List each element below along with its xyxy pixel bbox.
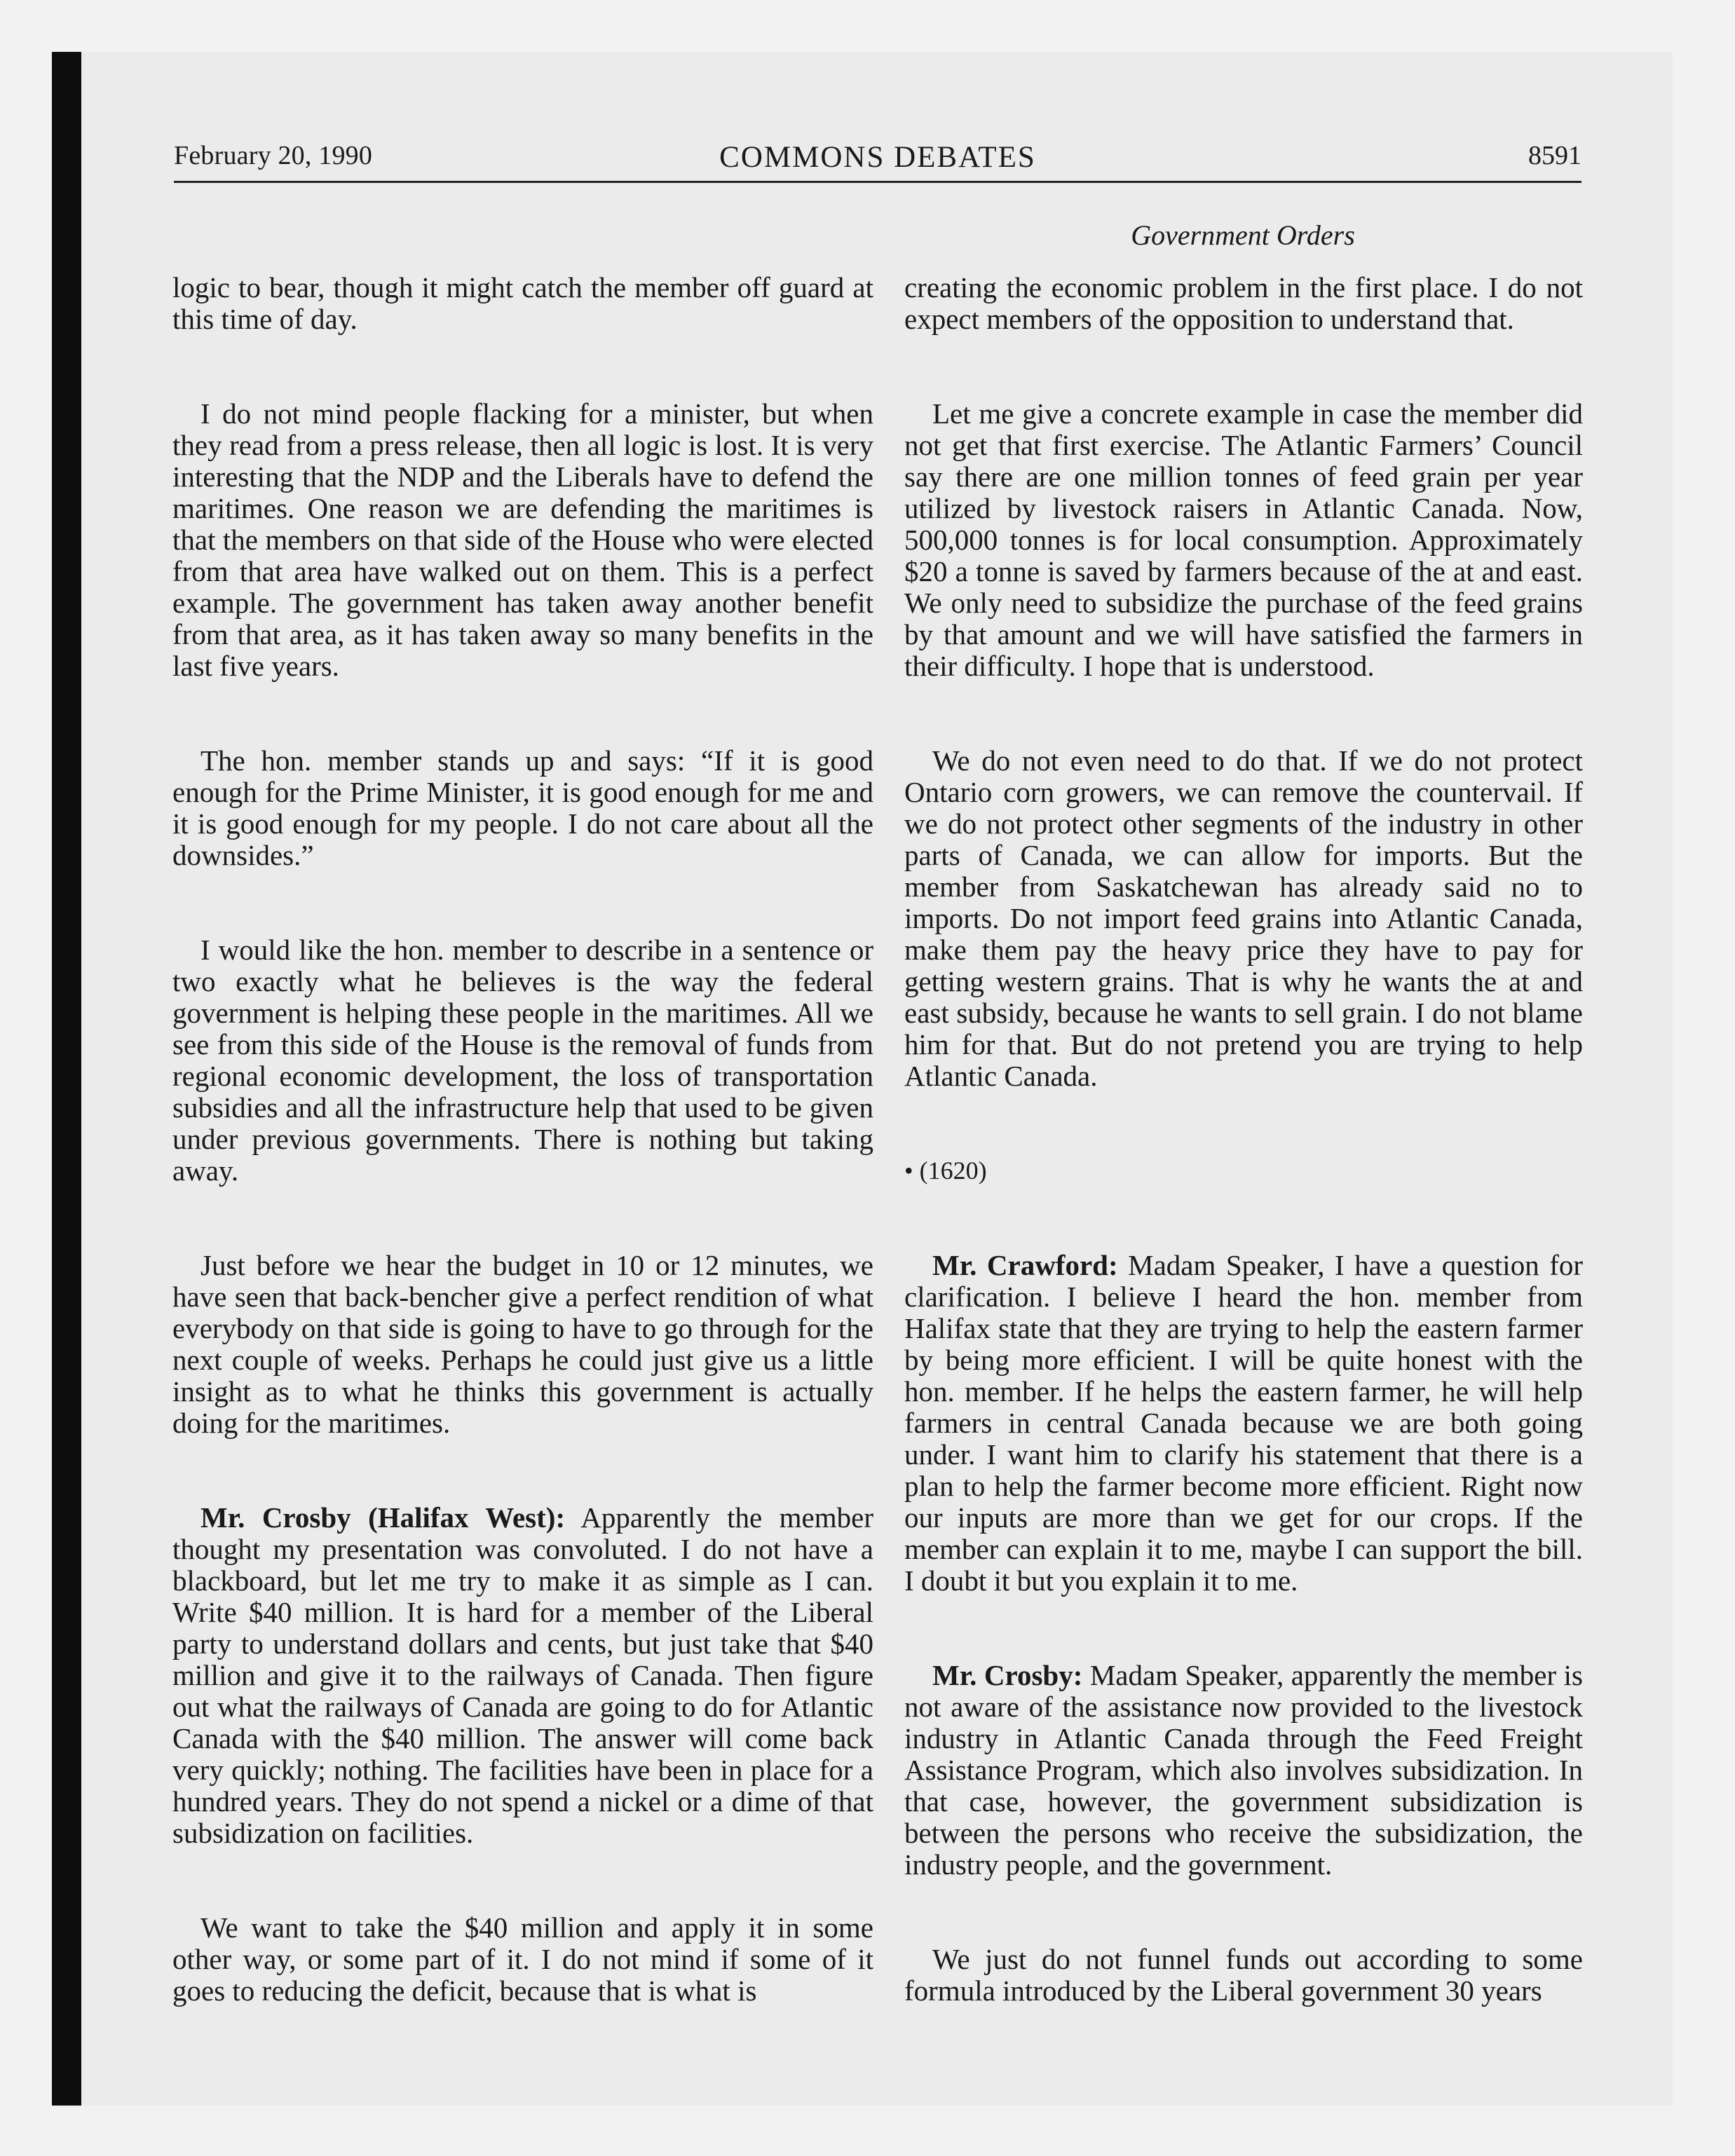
paragraph — [172, 934, 873, 1187]
paragraph — [904, 1944, 1583, 2007]
paragraph-text: Just before we hear the budget in 10 or 12 minutes, we have seen that back-bencher give a perfect rendition of what everybody on that side is going to have to go through for the next couple of weeks. Perhaps he could just give us a little insight as to what he thinks this government is actually doing for the maritimes. — [172, 1249, 873, 1439]
speech-paragraph — [904, 1250, 1583, 1597]
paragraph-text: Madam Speaker, I have a question for clarification. I believe I heard the hon. member from Halifax state that they are trying to help the eastern farmer by being more efficient. I will be quite honest with the hon. member. If he helps the eastern farmer, he will help farmers in central Canada because we are both going under. I want him to clarify his statement that there is a plan to help the farmer become more efficient. Right now our inputs are more than we get for our crops. If the member can explain it to me, maybe I can support the bill. I doubt it but you explain it to me. — [904, 1249, 1583, 1597]
paragraph-text: We want to take the $40 million and apply it in some other way, or some part of it. I do not mind if some of it goes to reducing the deficit, because that is what is — [172, 1911, 873, 2007]
paragraph-text: I would like the hon. member to describe in a sentence or two exactly what he believes is the way the federal government is helping these people in the maritimes. All we see from this side of the House is the removal of funds from regional economic development, the loss of transportation subsidies and all the infrastructure help that used to be given under previous governments. There is nothing but taking away. — [172, 934, 873, 1187]
paragraph-text: We do not even need to do that. If we do not protect Ontario corn growers, we can remove the countervail. If we do not protect other segments of the industry in other parts of Canada, we can allow for imports. But the member from Saskatchewan has already said no to imports. Do not import feed grains into Atlantic Canada, make them pay the heavy price they have to pay for getting western grains. That is why he wants the at and east subsidy, because he wants to sell grain. I do not blame him for that. But do not pretend you are trying to help Atlantic Canada. — [904, 744, 1583, 1092]
paragraph-text: I do not mind people flacking for a minister, but when they read from a press release, then all logic is lost. It is very interesting that the NDP and the Liberals have to defend the maritimes. One reason we are defending the maritimes is that the members on that side of the House who were elected from that area have walked out on them. This is a perfect example. The government has taken away another benefit from that area, as it has taken away so many benefits in the last five years. — [172, 397, 873, 682]
time-marker-text: • (1620) — [904, 1157, 987, 1185]
paragraph — [172, 398, 873, 682]
paragraph — [172, 272, 873, 335]
paragraph-text: logic to bear, though it might catch the member off guard at this time of day. — [172, 271, 873, 335]
paragraph-text: Let me give a concrete example in case the member did not get that first exercise. The Atlantic Farmers’ Council say there are one million tonnes of feed grain per year utilized by livestock raisers in Atlantic Canada. Now, 500,000 tonnes is for local consumption. Approximately $20 a tonne is saved by farmers because of the at and east. We only need to subsidize the purchase of the feed grains by that amount and we will have satisfied the farmers in their difficulty. I hope that is understood. — [904, 397, 1583, 682]
right-column — [904, 272, 1583, 2007]
left-column — [172, 272, 873, 2007]
speaker-name: Mr. Crosby: — [932, 1659, 1083, 1691]
speech-paragraph — [904, 1660, 1583, 1881]
paragraph — [172, 1250, 873, 1439]
paragraph — [904, 398, 1583, 682]
speaker-name: Mr. Crosby (Halifax West): — [200, 1501, 566, 1534]
paragraph-text: creating the economic problem in the first place. I do not expect members of the opposition to understand that. — [904, 271, 1583, 335]
header-date: February 20, 1990 — [174, 141, 373, 170]
paragraph — [904, 272, 1583, 335]
section-title: Government Orders — [1131, 219, 1355, 251]
header-rule — [174, 181, 1581, 183]
speech-paragraph — [172, 1502, 873, 1849]
paragraph-text: Apparently the member thought my presentation was convoluted. I do not have a blackboard, but let me try to make it as simple as I can. Write $40 million. It is hard for a member of the Liberal party to understand dollars and cents, but just take that $40 million and give it to the railways of Canada. Then figure out what the railways of Canada are going to do for Atlantic Canada with the $40 million. The answer will come back very quickly; nothing. The facilities have been in place for a hundred years. They do not spend a nickel or a dime of that subsidization on facilities. — [172, 1501, 873, 1849]
paragraph-text: The hon. member stands up and says: “If it is good enough for the Prime Minister, it is good enough for me and it is good enough for my people. I do not care about all the downsides.” — [172, 744, 873, 871]
scan-edge — [52, 52, 81, 2106]
paragraph — [904, 745, 1583, 1092]
paragraph — [172, 1912, 873, 2007]
paragraph-text: Madam Speaker, apparently the member is not aware of the assistance now provided to the livestock industry in Atlantic Canada through the Feed Freight Assistance Program, which also involves subsidization. In that case, however, the government subsidization is between the persons who receive the subsidization, the industry people, and the government. — [904, 1659, 1584, 1881]
speaker-name: Mr. Crawford: — [932, 1249, 1118, 1281]
header-page-number: 8591 — [1528, 141, 1581, 170]
time-marker — [904, 1155, 1583, 1187]
header-publication: COMMONS DEBATES — [719, 141, 1036, 174]
running-head — [174, 140, 1581, 182]
paragraph — [172, 745, 873, 871]
paragraph-text: We just do not funnel funds out according to some formula introduced by the Liberal government 30 years — [904, 1943, 1583, 2007]
